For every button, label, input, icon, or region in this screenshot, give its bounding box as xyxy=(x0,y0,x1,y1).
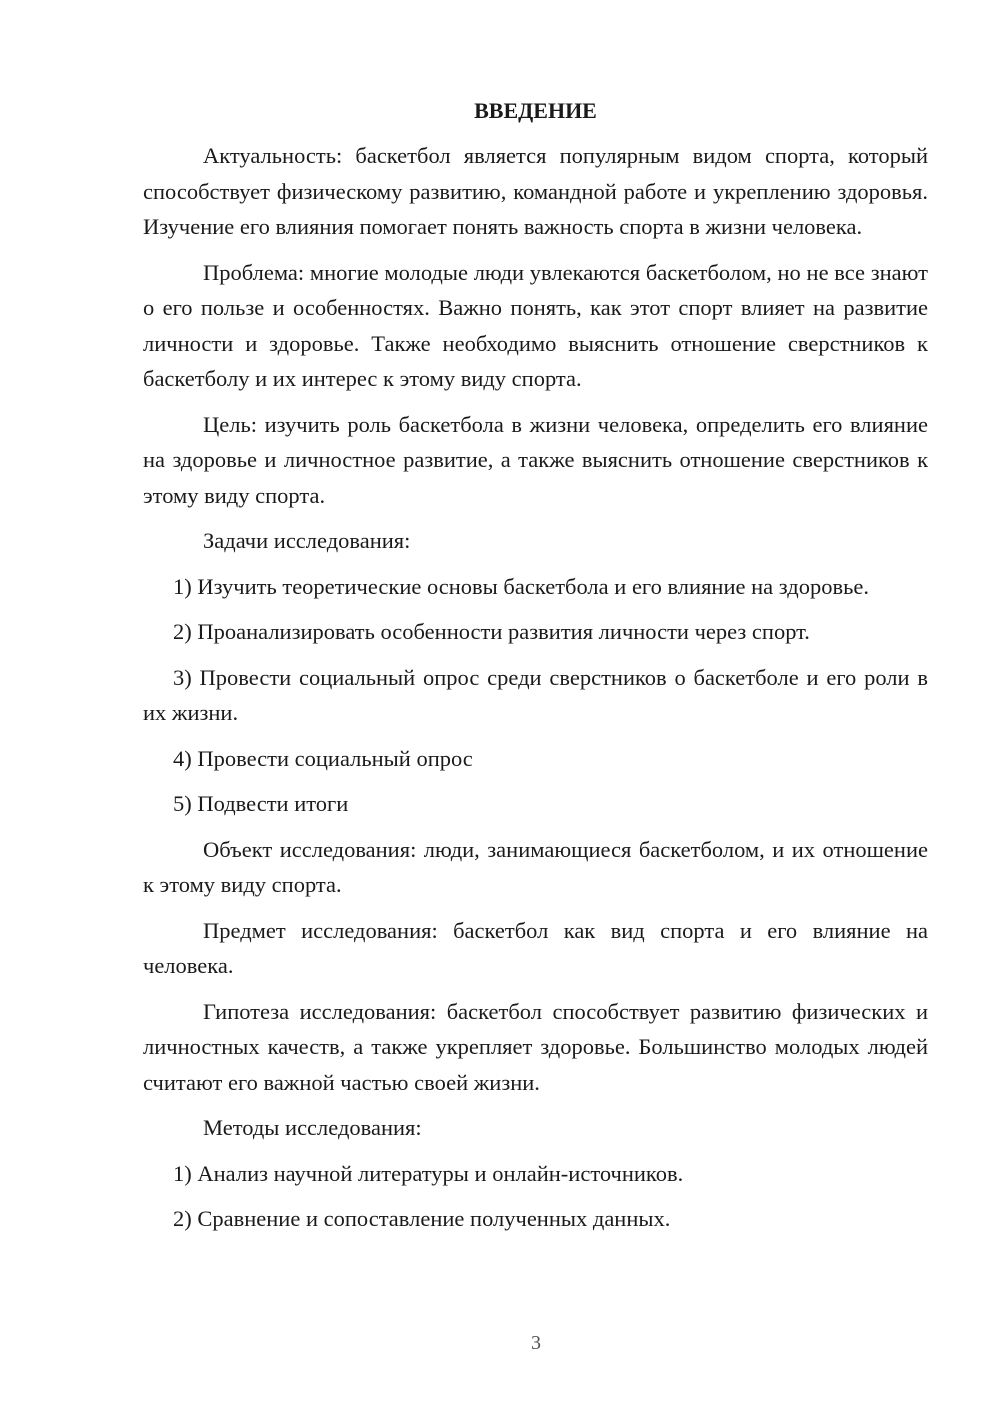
page-number: 3 xyxy=(531,1332,541,1354)
task-item: 1) Изучить теоретические основы баскетбола и его влияние на здоровье. xyxy=(173,573,869,599)
page-content xyxy=(143,96,928,1247)
method-item: 2) Сравнение и сопоставление полученных данных. xyxy=(173,1206,671,1231)
task-item: 4) Провести социальный опрос xyxy=(173,745,473,771)
methods-heading: Методы исследования: xyxy=(203,1115,422,1140)
hypothesis-paragraph: Гипотеза исследования: баскетбол способствует развитию физических и личностных качеств, а также укрепляет здоровье. Большинство молодых людей считают его важной частью своей жизни. xyxy=(143,998,928,1095)
tasks-heading: Задачи исследования: xyxy=(203,528,411,553)
task-item: 3) Провести социальный опрос среди сверстников о баскетболе и его роли в их жизни. xyxy=(143,664,928,725)
relevance-paragraph: Актуальность: баскетбол является популярным видом спорта, который способствует физическому развитию, командной работе и укреплению здоровья. Изучение его влияния помогает понять важность спорта в жизни человека. xyxy=(143,143,928,239)
task-item: 2) Проанализировать особенности развития личности через спорт. xyxy=(173,619,810,644)
object-paragraph: Объект исследования: люди, занимающиеся баскетболом, и их отношение к этому виду спорта. xyxy=(143,836,928,897)
problem-paragraph: Проблема: многие молодые люди увлекаются баскетболом, но не все знают о его пользе и особенностях. Важно понять, как этот спорт влияет на развитие личности и здоровье. Также необходимо выяснить отношение сверстников к баскетболу и их интерес к этому виду спорта. xyxy=(143,259,928,391)
method-item: 1) Анализ научной литературы и онлайн-источников. xyxy=(173,1160,684,1186)
goal-paragraph: Цель: изучить роль баскетбола в жизни человека, определить его влияние на здоровье и личностное развитие, а также выяснить отношение сверстников к этому виду спорта. xyxy=(143,411,928,508)
task-item: 5) Подвести итоги xyxy=(173,791,349,816)
section-title: ВВЕДЕНИЕ xyxy=(474,98,597,123)
subject-paragraph: Предмет исследования: баскетбол как вид спорта и его влияние на человека. xyxy=(143,917,928,978)
